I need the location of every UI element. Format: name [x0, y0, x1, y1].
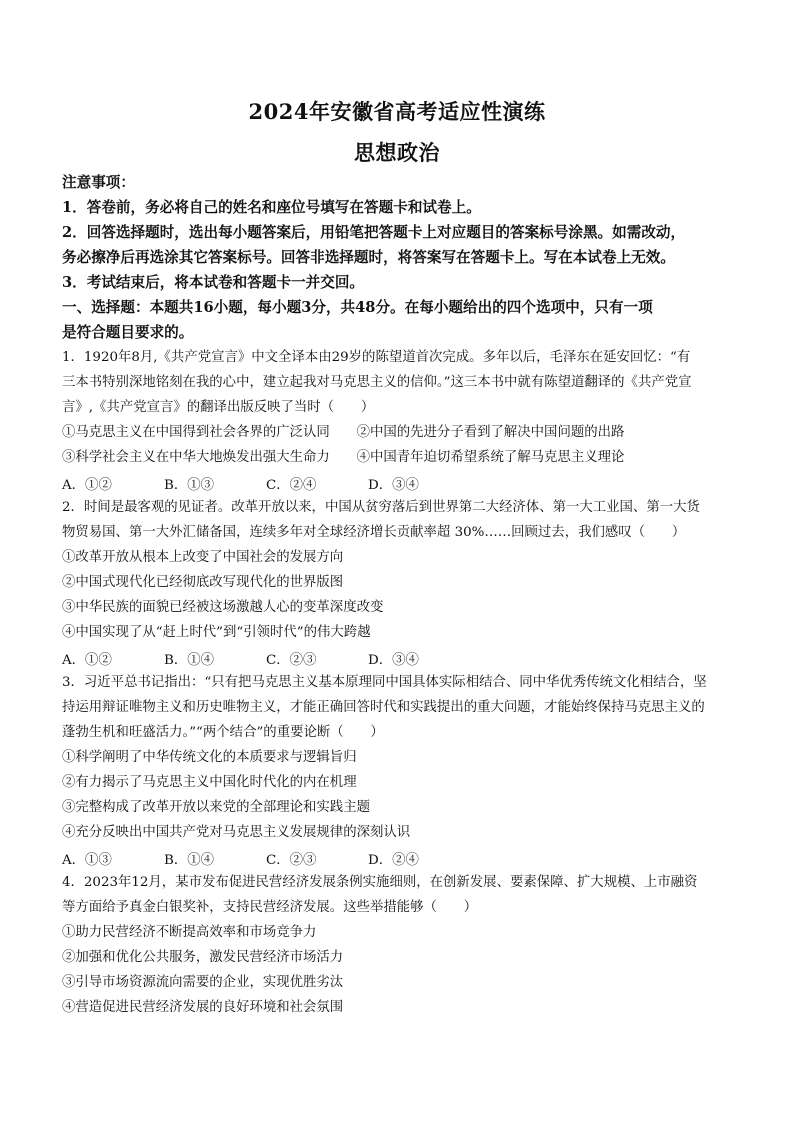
answer-choice-a[interactable]: A．①② — [62, 478, 112, 493]
question-2-option: ③中华民族的面貌已经被这场激越人心的变革深度改变 — [62, 600, 384, 615]
exam-title: 2024年安徽省高考适应性演练 — [248, 99, 546, 124]
question-1-answers — [62, 474, 734, 492]
notice-item: 2．回答选择题时，选出每小题答案后，用铅笔把答题卡上对应题目的答案标号涂黑。如需改动， — [62, 224, 686, 241]
answer-choice-c[interactable]: C．②④ — [266, 478, 317, 493]
answer-choice-b[interactable]: B．①④ — [164, 853, 215, 868]
notice-item: 务必擦净后再选涂其它答案标号。回答非选择题时，将答案写在答题卡上。写在本试卷上无效。 — [62, 249, 675, 266]
question-3-answers — [62, 849, 734, 867]
question-4-option: ④营造促进民营经济发展的良好环境和社会氛围 — [62, 1000, 344, 1015]
answer-choice-d[interactable]: D．③④ — [368, 478, 419, 493]
answer-choice-d[interactable]: D．③④ — [368, 653, 419, 668]
question-3-stem: 3．习近平总书记指出：“只有把马克思主义基本原理同中国具体实际相结合、同中华优秀传统文化相结合，坚 — [62, 675, 707, 690]
answer-choice-a[interactable]: A．①② — [62, 653, 112, 668]
answer-choice-a[interactable]: A．①③ — [62, 853, 112, 868]
question-4-option: ③引导市场资源流向需要的企业，实现优胜劣汰 — [62, 975, 344, 990]
notice-heading: 注意事项： — [62, 174, 135, 191]
question-4-stem: 4．2023年12月，某市发布促进民营经济发展条例实施细则，在创新发展、要素保障、扩大规模、上市融资 — [62, 875, 698, 890]
question-1-option: ①马克思主义在中国得到社会各界的广泛认同 ②中国的先进分子看到了解决中国问题的出路 — [62, 425, 625, 440]
question-4-option: ①助力民营经济不断提高效率和市场竞争力 — [62, 925, 317, 940]
question-3-stem: 蓬勃生机和旺盛活力。”“两个结合”的重要论断（ ） — [62, 725, 384, 740]
question-1-stem: 言》,《共产党宣言》的翻译出版反映了当时（ ） — [62, 400, 375, 415]
subject-title: 思想政治 — [354, 140, 440, 165]
question-2-option: ④中国实现了从“赶上时代”到“引领时代”的伟大跨越 — [62, 625, 371, 640]
question-2-stem: 2．时间是最客观的见证者。改革开放以来，中国从贫穷落后到世界第二大经济体、第一大工业国、第一大货 — [62, 500, 700, 515]
question-1-stem: 1．1920年8月,《共产党宣言》中文全译本由29岁的陈望道首次完成。多年以后，毛泽东在延安回忆：“有 — [62, 350, 691, 365]
answer-choice-c[interactable]: C．②③ — [266, 653, 317, 668]
question-2-stem: 物贸易国、第一大外汇储备国，连续多年对全球经济增长贡献率超 30%……回顾过去，我们感叹（ ） — [62, 525, 686, 540]
answer-choice-b[interactable]: B．①③ — [164, 478, 215, 493]
question-2-answers — [62, 649, 734, 667]
question-2-option: ②中国式现代化已经彻底改写现代化的世界版图 — [62, 575, 344, 590]
question-3-option: ①科学阐明了中华传统文化的本质要求与逻辑旨归 — [62, 750, 357, 765]
question-3-stem: 持运用辩证唯物主义和历史唯物主义，才能正确回答时代和实践提出的重大问题，才能始终保持马克思主义的 — [62, 700, 705, 715]
question-3-option: ③完整构成了改革开放以来党的全部理论和实践主题 — [62, 800, 370, 815]
question-3-option: ④充分反映出中国共产党对马克思主义发展规律的深刻认识 — [62, 825, 411, 840]
answer-choice-c[interactable]: C．②③ — [266, 853, 317, 868]
question-3-option: ②有力揭示了马克思主义中国化时代化的内在机理 — [62, 775, 357, 790]
answer-choice-b[interactable]: B．①④ — [164, 653, 215, 668]
section-heading: 一、选择题：本题共16小题，每小题3分，共48分。在每小题给出的四个选项中，只有一项 — [62, 299, 653, 316]
question-4-stem: 等方面给予真金白银奖补，支持民营经济发展。这些举措能够（ ） — [62, 900, 478, 915]
answer-choice-d[interactable]: D．②④ — [368, 853, 419, 868]
question-2-option: ①改革开放从根本上改变了中国社会的发展方向 — [62, 550, 344, 565]
notice-item: 1．答卷前，务必将自己的姓名和座位号填写在答题卡和试卷上。 — [62, 199, 481, 216]
question-1-option: ③科学社会主义在中华大地焕发出强大生命力 ④中国青年迫切希望系统了解马克思主义理论 — [62, 450, 625, 465]
question-4-option: ②加强和优化公共服务，激发民营经济市场活力 — [62, 950, 344, 965]
question-1-stem: 三本书特别深地铭刻在我的心中，建立起我对马克思主义的信仰。”这三本书中就有陈望道翻译的《共产党宣 — [62, 375, 692, 390]
section-heading-cont: 是符合题目要求的。 — [62, 324, 194, 341]
notice-item: 3．考试结束后，将本试卷和答题卡一并交回。 — [62, 274, 365, 291]
